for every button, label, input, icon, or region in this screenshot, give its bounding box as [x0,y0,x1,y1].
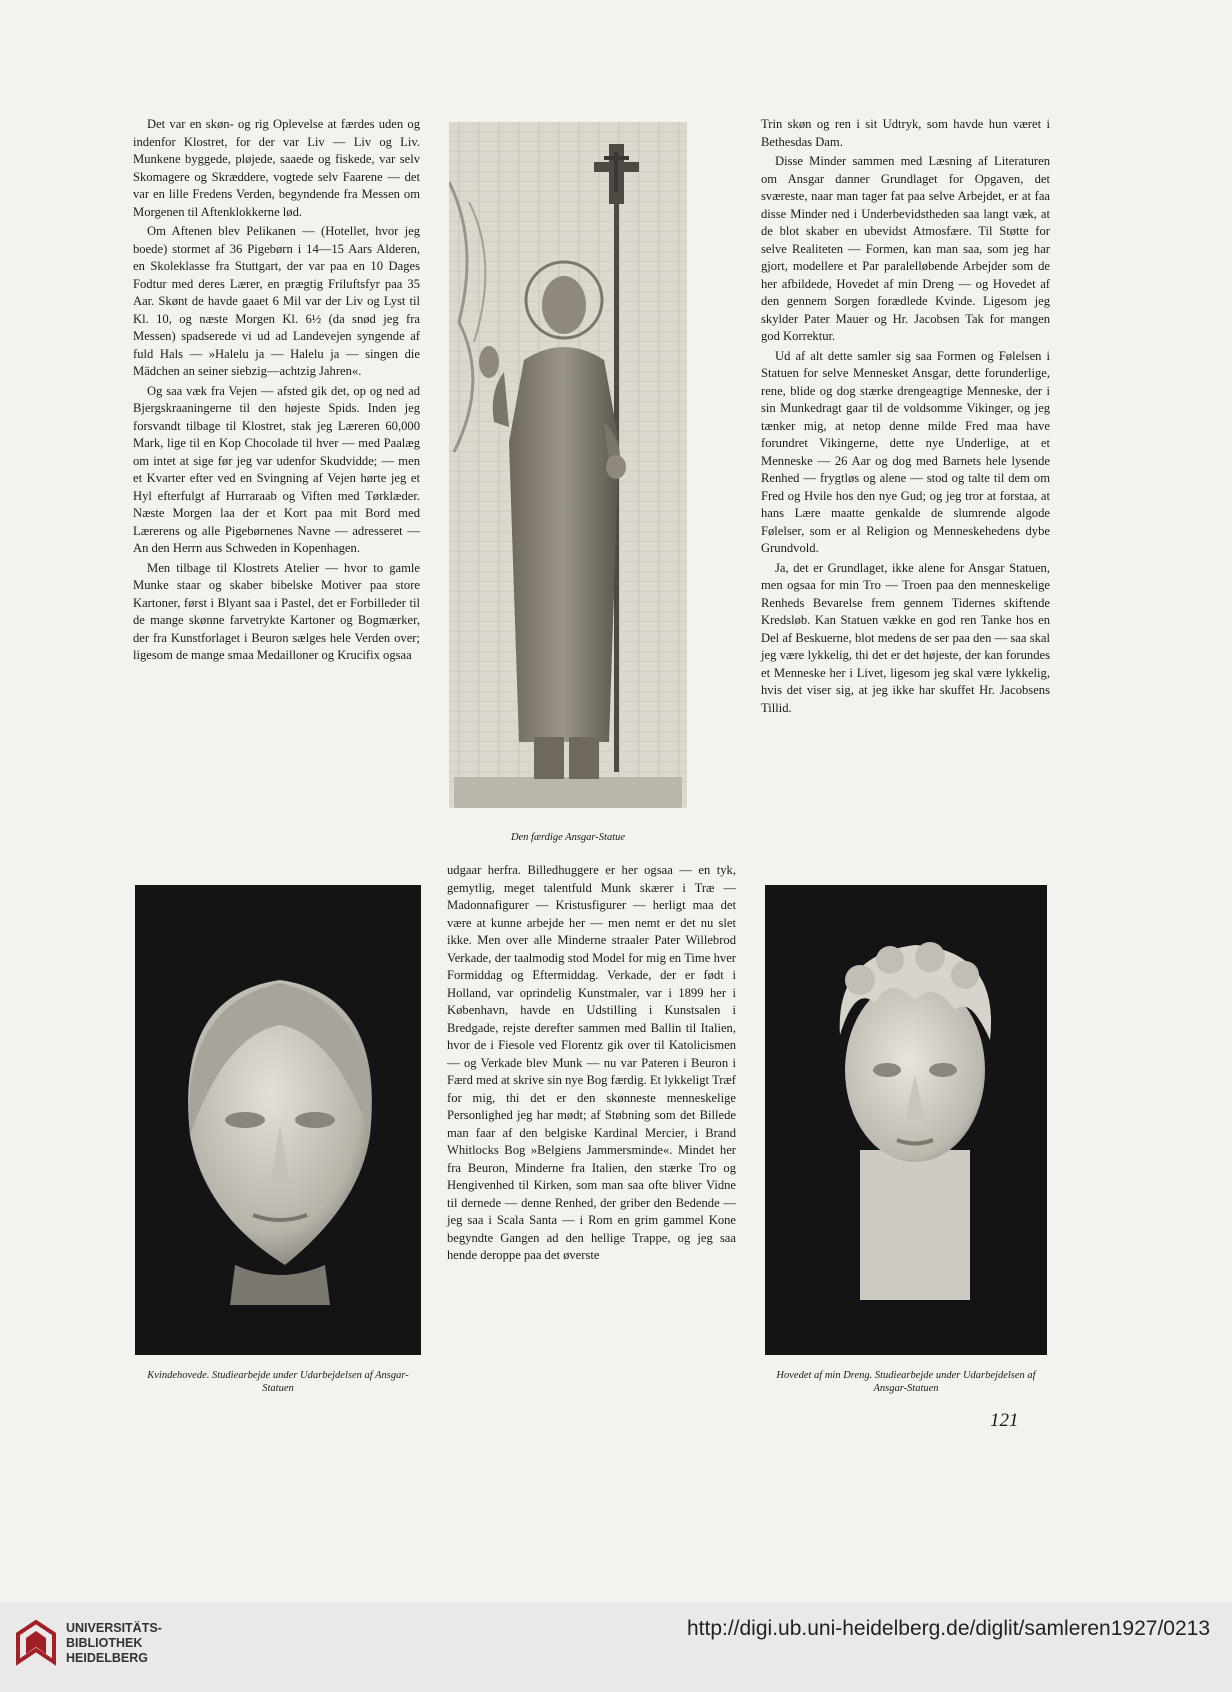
statue-caption: Den færdige Ansgar-Statue [510,832,626,843]
library-logo-icon [14,1616,58,1668]
statue-photo [449,122,687,808]
paragraph: Men tilbage til Klostrets Atelier — hvor to gamle Munke staar og skaber bibelske Motiver paa store Kartoner, først i Blyant saa i Pastel, det er Forbilleder til de mange skønne farvetrykte Kartoner og Bogmærker, der fra Kunstforlaget i Beuron sælges hele Verden over; ligesom de mange smaa Medailloner og Krucifix ogsaa [133,560,420,662]
paragraph: Disse Minder sammen med Læsning af Literaturen om Ansgar danner Grundlaget for Opgaven, det sværeste, naar man tager fat paa selve Arbejdet, er at faa disse Minder ned i Underbevidstheden saa langt væk, at de blot skaber en ubevidst Atmosfære. Til Støtte for selve Realiteten — Formen, kan man saa, som jeg har gjort, modellere et Par paralelløbende Arbejder som de her afbildede, Hovedet af min Dreng — og Hovedet af den gennem Sorgen forædlede Kvinde. Ligesom jeg skylder Pater Mauer og Hr. Jacobsen Tak for mangen god Korrektur. [761,154,1050,343]
statue-illustration [449,122,687,808]
paragraph: Ja, det er Grundlaget, ikke alene for Ansgar Statuen, men ogsaa for min Tro — Troen paa den menneskelige Renheds Bevarelse frem gennem Tidernes skiftende Kredsløb. Kan Statuen vække en god ren Tanke hos en Del af Beskuerne, blot medens de ser paa den — saa skal jeg være lykkelig, thi det er det højeste, der kan forundes et Menneske her i Livet, ligesom jeg skal være lykkelig, hvis det viser sig, at jeg ikke har skuffet Hr. Jacobsens Tillid. [761,560,1050,715]
paragraph: udgaar herfra. Billedhuggere er her ogsaa — en tyk, gemytlig, meget talentfuld Munk skærer i Træ — Madonnafigurer — Kristusfigurer — herligt maa det være at kunne arbejde her — men nemt er det nu slet ikke. Men over alle Minderne straaler Pater Willebrod Verkade, der taalmodig stod Model for mig en Time hver Formiddag og Eftermiddag. Verkade, der er født i Holland, var oprindelig Kunstmaler, var i 1899 her i København, havde en Udstilling i Kunstsalen i Bredgade, rejste derefter sammen med Ballin til Italien, hvor de i Fiesole ved Florentz gik over til Katolicismen — og Verkade blev Munk — nu var Pateren i Beuron i Færd med at skrive sin nye Bog færdig. Et lykkeligt Træf for mig, thi det er den skønneste menneskelige Personlighed jeg har mødt; af Støbning som det Billede man faar af den belgiske Kardinal Mercier, i Brand Whitlocks Bog »Belgiens Jammersminde«. Mindet her fra Beuron, Minderne fra Italien, den stærke Tro og Hengivenhed til Kirken, som man saa ofte bliver Vidne til dernede — denne Renhed, der griber den Bedende — jeg saa i Scala Santa — i Rom en grim gammel Kone begyndte Gangen ad den hellige Trappe, og jeg saa hende deroppe paa det øverste [447,863,736,1262]
library-name [66,1621,162,1666]
woman-head-illustration [135,885,421,1355]
page-number: 121 [990,1410,1019,1431]
library-name-line: HEIDELBERG [66,1651,148,1665]
paragraph: Det var en skøn- og rig Oplevelse at færdes uden og indenfor Klostret, for der var Liv — Liv og Liv. Munkene byggede, pløjede, saaede og fiskede, var selv Skomagere og Skræddere, vogtede selv Faarene — det var en lille Fredens Verden, begyndende fra Messen om Morgenen til Aftenklokkerne lød. [133,117,420,219]
text-column-3 [761,116,1050,719]
boy-head-illustration [765,885,1047,1355]
paragraph: Ud af alt dette samler sig saa Formen og Følelsen i Statuen for selve Mennesket Ansgar, dette forunderlige, rene, blide og dog stærke drengeagtige Menneske, der i sin Munkedragt gaar til de voldsomme Vikinger, og jeg tænker mig, at netop denne milde Fred maa have forundret Vikingerne, dette nye Underlige, at et Menneske — 26 Aar og dog med Barnets hele lysende Renhed — frygtløs og alene — stod og talte til dem om Fred og Hvile hos den nye Gud; og jeg tror at forstaa, at hans Lære maatte genkalde de slumrende algode Følelser, som er al Religion og Menneskehedens dybe Grundvold. [761,348,1050,555]
boy-head-caption: Hovedet af min Dreng. Studiearbejde under Udarbejdelsen af Ansgar-Statuen [776,1370,1036,1394]
woman-head-caption: Kvindehovede. Studiearbejde under Udarbejdelsen af Ansgar-Statuen [147,1370,409,1394]
library-name-line: UNIVERSITÄTS- [66,1621,162,1635]
paragraph: Og saa væk fra Vejen — afsted gik det, op og ned ad Bjergskraaningerne til den højeste Spids. Inden jeg forsvandt tilbage til Klostret, stak jeg Læreren 60,000 Mark, lige til en Kop Chocolade til hver — med Paalæg om intet at sige før jeg var udenfor Skudvidde; — men et Kvarter efter ved en Svingning af Vejen hørte jeg et Hyl efterfulgt af Hurraraab og Viften med Tørklæder. Næste Morgen laa der et Kort paa mit Bord med Lærerens og alle Pigebørnenes Navne — adresseret — An den Herrn aus Schweden in Kopenhagen. [133,383,420,555]
text-column-2 [447,862,736,1267]
paragraph: Om Aftenen blev Pelikanen — (Hotellet, hvor jeg boede) stormet af 36 Pigebørn i 14—15 Aars Alderen, en Skoleklasse fra Stuttgart, der var paa en 10 Dages Fodtur med deres Lærer, en prægtig Friluftsfyr paa 35 Aar. Skønt de havde gaaet 6 Mil var der Liv og Lyst til Kl. 10, og næste Morgen Kl. 6½ (da snød jeg fra Messen) spadserede vi ud ad Landevejen syngende af fuld Hals — »Halelu ja — Halelu ja — singen die Mädchen an seiner siebzig—achtzig Jahren«. [133,224,420,378]
permalink-url[interactable]: http://digi.ub.uni-heidelberg.de/diglit/samleren1927/0213 [686,1617,1210,1640]
text-column-1 [133,116,420,667]
boy-head-photo [765,885,1047,1355]
woman-head-photo [135,885,421,1355]
library-name-line: BIBLIOTHEK [66,1636,143,1650]
footer-bar [0,1602,1232,1692]
paragraph: Trin skøn og ren i sit Udtryk, som havde hun været i Bethesdas Dam. [761,117,1050,149]
